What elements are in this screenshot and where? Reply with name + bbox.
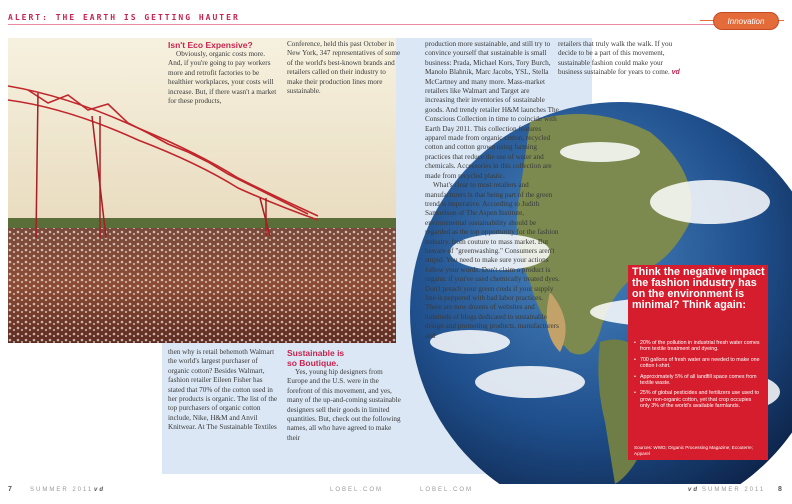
column-boutique — [287, 348, 402, 443]
callout-question: Think the negative impact the fashion industry has on the environment is minimal? Think again: — [632, 266, 765, 311]
footer-brand-right: vd — [688, 487, 700, 493]
footer-brand-left: vd — [94, 487, 106, 493]
header-rule — [8, 24, 722, 25]
end-mark-logo: vd — [671, 69, 680, 77]
page-number-left: 7 — [8, 486, 12, 493]
footer-issue-right: SUMMER 2011 — [702, 487, 766, 493]
column-walmart — [168, 348, 280, 433]
subheading-boutique: Sustainable is so Boutique. — [287, 348, 345, 368]
body-paragraph: then why is retail behemoth Walmart the world's largest purchaser of organic cotton? Besides Walmart, fashion retailer Eileen Fisher has stated that 70% of the cotton used in her products is organic. The list of the top purchasers of organic cotton include, Nike, H&M and Anvil Knitwear. At The Sustainable Textiles — [168, 348, 278, 432]
body-paragraph: Yes, young hip designers from Europe and the U.S. were in the forefront of this movement, and yes, many of the up-and-coming sustainable designers sell their goods in limited quantities. But, check out the following names, all who have agreed to make their — [287, 368, 401, 442]
callout-sources: Sources: WWD; Organic Processing Magazine; Ecouterre; Apparel — [634, 445, 753, 456]
body-paragraph: production more sustainable, and still try to convince yourself that sustainable is small business: Prada, Michael Kors, Tory Burch, Manolo Blahnik, Marc Jacobs, YSL, Stella McCartney and many more. Mass-market retailers like Walmart and Target are increasing their inventories of sustainable goods. And trendy retailer H&M launches The Conscious Collection in time to coincide with Earth Day 2011. This collection features apparel made from organic cotton, recycled cotton and cotton grown using farming practices that reduce the use of water and chemicals. Accessories in this collection are made from recycled plastic. — [425, 40, 559, 180]
body-paragraph: Conference, held this past October in New York, 347 representatives of some of the world's best-known brands and retailers called on their industry to make their production lines more sustainable. — [287, 40, 401, 96]
page-number-right: 8 — [778, 486, 782, 493]
footer-site-left: LOBEL.COM — [330, 487, 384, 493]
column-conference — [287, 40, 402, 96]
column-closing — [558, 40, 688, 78]
footer-site-right: LOBEL.COM — [420, 487, 474, 493]
footer-issue-left: SUMMER 2011 — [30, 487, 94, 493]
subheading-eco-expensive: Isn't Eco Expensive? — [168, 40, 253, 50]
fact-item: • Approximately 5% of all landfill space comes from textile waste. — [634, 374, 762, 387]
body-paragraph: What's clear to most retailers and manufacturers is that being part of the green trend is imperative. According to Judith Samuelson of The Aspen Institute, environmental sustainability should be regarded as the top opportunity for the fashion industry, from couture to mass market. But beware of "greenwashing." Consumers aren't stupid. You need to make sure your actions follow your words. Don't claim a product is organic if you've used chemically treated dyes. Don't preach your green creds if your supply line is peppered with bad labor practices. There are now dozens of websites and hundreds of blogs dedicated to sustainable design and promoting products, manufacturers and — [425, 181, 560, 340]
column-eco-expensive — [168, 40, 280, 106]
body-paragraph: Obviously, organic costs more. And, if you're going to pay workers more and retrofit factories to be healthier workplaces, your costs will increase. But, if there wasn't a market for these products, — [168, 50, 277, 106]
fact-item: • 20% of the pollution in industrial fresh water comes from textile treatment and dyeing. — [634, 340, 762, 353]
fact-item: • 700 gallons of fresh water are needed to make one cotton t-shirt. — [634, 357, 762, 370]
running-header: ALERT: THE EARTH IS GETTING HAUTER — [8, 13, 240, 22]
column-brands — [425, 40, 560, 341]
body-paragraph: retailers that truly walk the walk. If you decide to be a part of this movement, sustainable fashion could make your business sustainable for years to come. — [558, 40, 673, 77]
callout-fact-list — [634, 340, 762, 414]
fact-item: • 25% of global pesticides and fertilizers use used to grow non-organic cotton, yet that crop occupies only 3% of the world's available farmlands. — [634, 390, 762, 409]
section-badge: Innovation — [713, 12, 779, 30]
